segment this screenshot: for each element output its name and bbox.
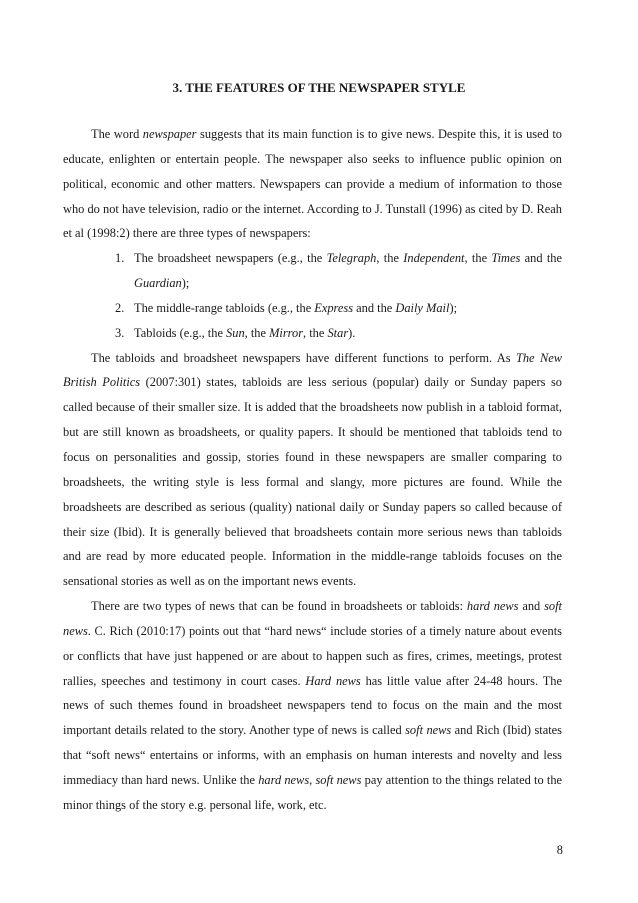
italic-run: Times — [491, 251, 521, 266]
text-run: There are two types of news that can be found in broadsheets or tabloids: — [91, 599, 467, 614]
paragraph-intro — [63, 122, 562, 246]
text-run: (2007:301) states, tabloids are less serious (popular) daily or Sunday papers so called because of their smaller size. It is added that the broadsheets now publish in a tabloid format, but are still known as broadsheets, or quality papers. It should be mentioned that tabloids tend to focus on personalities and gossip, stories found in these newspapers are smaller comparing to broadsheets, the writing style is less formal and slangy, more pictures are found. While the broadsheets are described as serious (quality) national daily or Sunday papers so called because of their size (Ibid). It is generally believed that broadsheets contain more serious news than tabloids and are read by more educated people. Information in the middle-range tabloids focuses on the sensational stories as well as on the important news events. — [63, 375, 562, 589]
paragraph-tabloids — [63, 346, 562, 594]
text-run: and the — [353, 300, 396, 315]
text-run: , — [309, 772, 316, 787]
text-run: , the — [303, 325, 328, 340]
text-run: ). — [348, 325, 356, 340]
text-run: , the — [244, 325, 270, 340]
section-heading: 3. THE FEATURES OF THE NEWSPAPER STYLE — [172, 80, 466, 95]
italic-run: Express — [314, 300, 354, 315]
text-run: Tabloids (e.g., the — [134, 325, 227, 340]
italic-run: newspaper — [142, 127, 197, 141]
italic-run: Hard news — [305, 673, 361, 688]
text-run: ); — [449, 300, 458, 315]
italic-run: Telegraph — [326, 251, 377, 266]
text-run: The tabloids and broadsheet newspapers have different functions to perform. As — [91, 350, 516, 365]
italic-run: Daily Mail — [395, 300, 450, 315]
text-run: . C. Rich (2010:17) points out that “hard news“ include stories of a timely nature about events or conflicts that have just happened or are about to happen such as fires, crimes, meetings, protest rallies, speeches and testimony in court cases. — [63, 623, 562, 688]
newspaper-types-list — [63, 246, 562, 345]
text-run: and the — [520, 251, 562, 266]
text-run: The middle-range tabloids (e.g., the — [134, 300, 315, 315]
page-number: 8 — [556, 843, 563, 857]
italic-run: The New British Politics — [63, 350, 562, 390]
list-item — [63, 246, 562, 296]
italic-run: Star — [327, 325, 349, 340]
italic-run: hard news — [258, 772, 310, 787]
text-run: , the — [376, 251, 404, 266]
italic-run: Mirror — [269, 325, 304, 340]
list-item — [63, 296, 562, 321]
italic-run: soft news — [63, 599, 562, 638]
italic-run: soft news — [315, 772, 362, 787]
list-number: 3. — [115, 325, 125, 340]
text-run: suggests that its main function is to give news. Despite this, it is used to educate, enlighten or entertain people. The newspaper also seeks to influence public opinion on political, economic and other matters. Newspapers can provide a medium of information to those who do not have television, radio or the internet. According to J. Tunstall (1996) as cited by D. Reah et al (1998:2) there are three types of newspapers: — [63, 127, 562, 241]
text-run: and Rich (Ibid) states that “soft news“ entertains or informs, with an emphasis on human interests and novelty and less immediacy than hard news. Unlike the — [63, 723, 562, 787]
italic-run: soft news — [405, 723, 452, 738]
list-number: 2. — [115, 300, 125, 315]
text-run: , the — [464, 251, 492, 266]
text-run: and — [518, 599, 545, 614]
list-number: 1. — [115, 251, 125, 266]
italic-run: Guardian — [134, 276, 182, 291]
text-run: The word — [91, 127, 143, 141]
paragraph-news-types — [63, 594, 562, 818]
text-run: ); — [181, 276, 190, 291]
text-run: The broadsheet newspapers (e.g., the — [134, 251, 327, 266]
italic-run: Independent — [403, 251, 465, 266]
body-text — [63, 122, 562, 818]
text-run: has little value after 24-48 hours. The news of such themes found in broadsheet newspapers tend to focus on the main and the most important details related to the story. Another type of news is called — [63, 673, 562, 738]
text-run: pay attention to the things related to the minor things of the story e.g. personal life, work, etc. — [63, 772, 563, 812]
italic-run: Sun — [226, 325, 245, 340]
italic-run: hard news — [466, 599, 519, 614]
list-item — [63, 321, 562, 346]
